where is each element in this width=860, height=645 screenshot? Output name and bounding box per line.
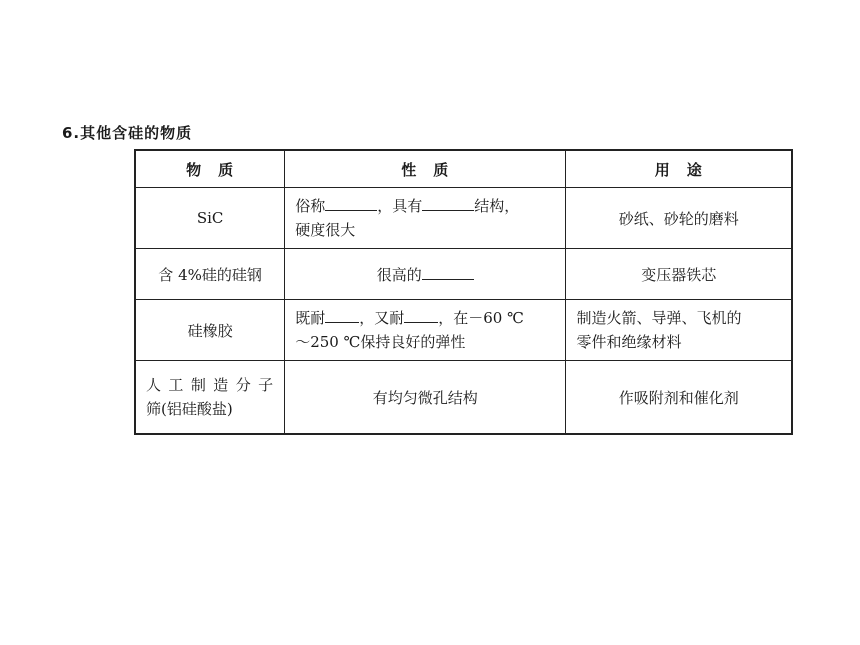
silicon-substances-table bbox=[134, 149, 793, 435]
cell-use: 作吸附剂和催化剂 bbox=[566, 361, 792, 435]
property-text: ，又耐 bbox=[359, 309, 405, 327]
cell-property bbox=[285, 249, 566, 300]
cell-substance bbox=[135, 361, 285, 435]
cell-substance: 硅橡胶 bbox=[135, 300, 285, 361]
cell-use: 砂纸、砂轮的磨料 bbox=[566, 188, 792, 249]
header-use: 用 途 bbox=[566, 150, 792, 188]
cell-substance: SiC bbox=[135, 188, 285, 249]
fill-blank[interactable] bbox=[422, 196, 474, 211]
property-text: 硬度很大 bbox=[295, 221, 356, 239]
property-text: 既耐 bbox=[295, 309, 326, 327]
property-text: ，在－60 ℃ bbox=[438, 309, 524, 327]
header-substance: 物 质 bbox=[135, 150, 285, 188]
cell-use: 变压器铁芯 bbox=[566, 249, 792, 300]
cell-use bbox=[566, 300, 792, 361]
property-text: ～250 ℃保持良好的弹性 bbox=[295, 333, 466, 351]
cell-property: 有均匀微孔结构 bbox=[285, 361, 566, 435]
table-row bbox=[135, 300, 792, 361]
substance-text: 筛(铝硅酸盐) bbox=[146, 400, 233, 418]
fill-blank[interactable] bbox=[404, 308, 438, 323]
cell-property bbox=[285, 300, 566, 361]
property-text: 很高的 bbox=[376, 265, 422, 284]
substance-text: 人工制造分子 bbox=[146, 376, 275, 394]
property-text: 结构， bbox=[474, 197, 520, 215]
fill-blank[interactable] bbox=[422, 265, 474, 280]
table-row bbox=[135, 249, 792, 300]
table-row bbox=[135, 188, 792, 249]
use-text: 零件和绝缘材料 bbox=[576, 333, 682, 351]
property-text: ，具有 bbox=[377, 197, 423, 215]
cell-property bbox=[285, 188, 566, 249]
fill-blank[interactable] bbox=[325, 308, 359, 323]
header-property: 性 质 bbox=[285, 150, 566, 188]
fill-blank[interactable] bbox=[325, 196, 377, 211]
cell-substance: 含 4%硅的硅钢 bbox=[135, 249, 285, 300]
use-text: 制造火箭、导弹、飞机的 bbox=[576, 309, 742, 327]
property-text: 俗称 bbox=[295, 197, 326, 215]
table-row bbox=[135, 361, 792, 435]
table-header-row bbox=[135, 150, 792, 188]
section-heading: 6.其他含硅的物质 bbox=[62, 124, 193, 142]
